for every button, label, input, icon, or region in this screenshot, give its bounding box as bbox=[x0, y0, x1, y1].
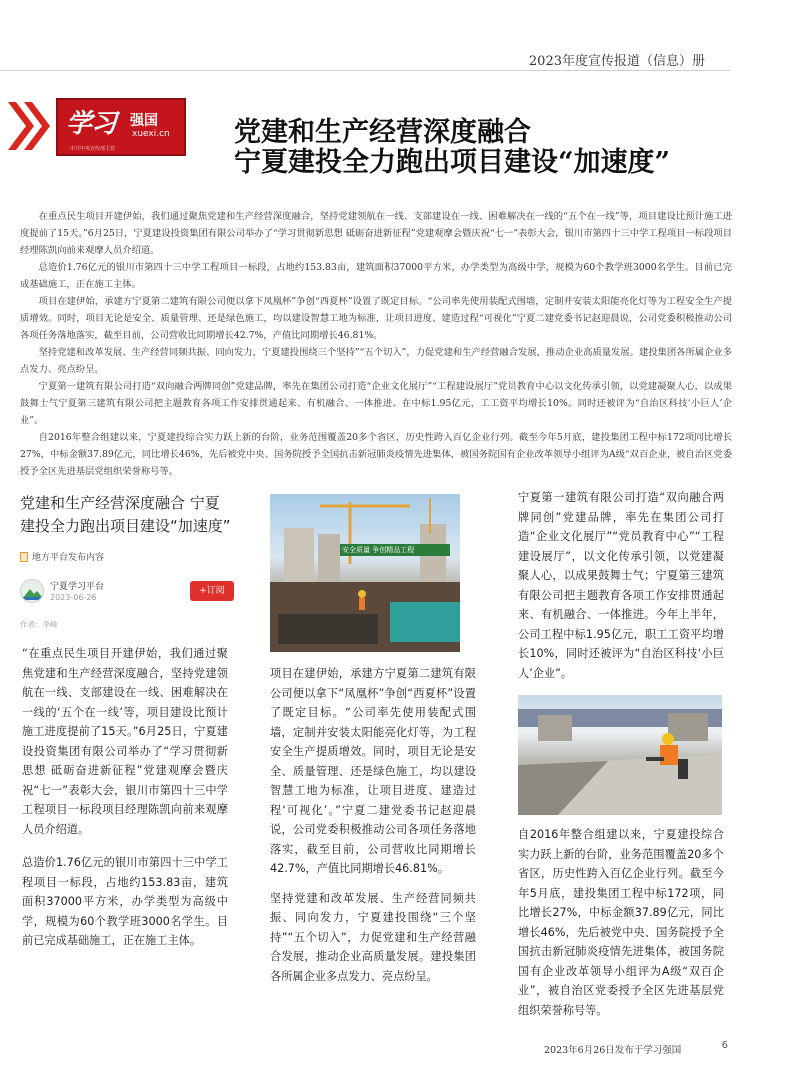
worker-leveling-photo bbox=[518, 695, 722, 815]
intro-paragraph: 总造价1.76亿元的银川市第四十三中学工程项目一标段，占地约153.83亩，建筑面积37000平方米，办学类型为高级中学，规模为60个教学班3000名学生。目前已完成基础施工，正在施工主体。 bbox=[20, 262, 732, 290]
intro-paragraph: 宁夏第一建筑有限公司打造“双向融合两牌同创”党建品牌，率先在集团公司打造“企业文化展厅”“工程建设展厅”党员教育中心以文化传承引领，以党建凝聚人心，以成果鼓舞士气宁夏第三建筑有限公司把主题教育各项工作安排贯通起来、有机融合、一体推进。在中标1.95亿元，工工资平均增长10%。同时还被评为“自治区科技‘小巨人’企业”。 bbox=[20, 381, 732, 426]
author-name[interactable]: 宁夏学习平台 bbox=[50, 582, 105, 592]
xuexi-qiangguo-logo bbox=[56, 98, 186, 156]
author-row bbox=[20, 577, 238, 607]
header-rule bbox=[0, 70, 730, 71]
article-screenshot-left bbox=[8, 478, 238, 1078]
mountain-icon bbox=[21, 580, 44, 603]
article-title: 党建和生产经营深度融合 宁夏建投全力跑出项目建设“加速度” bbox=[20, 494, 231, 535]
article-paragraph: “在重点民生项目开建伊始，我们通过聚焦党建和生产经营深度融合，坚持党建领航在一线、支部建设在一线、困难解决在一线的‘五个在一线’等，项目建设比预计施工进度提前了15天。”6月25日，宁夏建设投资集团有限公司举办了“学习贯彻新思想 砥砺奋进新征程”党建观摩会暨庆祝“七一”表彰大会，银川市第四十三中学工程项目一标段项目经理陈凯向前来观摩人员介绍道。 bbox=[22, 647, 228, 836]
logo-side-text: 强国 bbox=[130, 113, 158, 129]
headline bbox=[234, 118, 670, 178]
article-screenshot-middle bbox=[260, 478, 484, 1038]
avatar[interactable] bbox=[20, 579, 44, 603]
running-header: 2023年度宣传报道（信息）册 bbox=[528, 54, 705, 69]
intro-paragraph: 自2016年整合组建以来，宁夏建投综合实力跃上新的台阶，业务范围覆盖20多个省区，历史性跨入百亿企业行列。截至今年5月底，建投集团工程中标172项同比增长27%，中标金额37.89亿元，同比增长46%，先后被党中央、国务院授予全国抗击新冠肺炎疫情先进集体，被国务院国有企业改革领导小组评为A级“双百企业，被自治区党委授予全区先进基层党组织荣誉称号等。 bbox=[20, 432, 732, 477]
article-paragraph: 坚持党建和改革发展、生产经营同频共振、同向发力，宁夏建投围绕“三个坚持”“五个切入”，力促党建和生产经营融合发展，推动企业高质量发展。建投集团各所属企业多点发力、亮点纷呈。 bbox=[270, 891, 476, 983]
publish-note: 2023年6月26日发布于学习强国 bbox=[544, 1045, 682, 1056]
article-paragraph: 总造价1.76亿元的银川市第四十三中学工程项目一标段，占地约153.83亩，建筑面积37000平方米，办学类型为高级中学，规模为60个教学班3000名学生。目前已完成基础施工，正在施工主体。 bbox=[22, 856, 228, 947]
article-screenshot-right bbox=[508, 478, 736, 1056]
left-column-text bbox=[22, 644, 228, 951]
logo-url: xuexi.cn bbox=[132, 129, 170, 139]
intro-paragraph: 在重点民生项目开建伊始，我们通过聚焦党建和生产经营深度融合，坚持党建领航在一线、支部建设在一线、困难解决在一线的“五个在一线”等，项目建设比预计施工进度提前了15天。”6月25日，宁夏建设投资集团有限公司举办了“学习贯彻新思想 砥砺奋进新征程”党建观摩会暨庆祝“七一”表彰大会，银川市第四十三中学工程项目一标段项目经理陈凯向前来观摩人员介绍道。 bbox=[20, 211, 732, 256]
document-icon bbox=[20, 552, 28, 562]
logo-caption: 中共中央宣传部主管 bbox=[70, 146, 116, 152]
page-number: 6 bbox=[721, 1040, 728, 1051]
article-paragraph: 项目在建伊始，承建方宁夏第二建筑有限公司便以拿下“凤凰杯”争创“西夏杯”设置了既定目标。“公司率先使用装配式围墙，定制并安装太阳能亮化灯等，为工程安全生产提质增效。同时，项目无论是安全、质量管理、还是绿色施工，均以建设智慧工地为标准，让项目进度、建造过程‘可视化’。”宁夏二建党委书记赵迎晨说，公司党委积极推动公司各项任务落地落实，截至目前，公司营收比同期增长42.7%，产值比同期增长46.81%。 bbox=[270, 667, 476, 875]
intro-paragraph: 坚持党建和改革发展、生产经营同频共振、同向发力，宁夏建投围绕三个坚持”“五个切入”，力促党建和生产经营融合发展，推动企业高质量发展。建投集团各所属企业多点发力、亮点纷呈。 bbox=[20, 347, 732, 375]
right-column-text-bottom: 自2016年整合组建以来，宁夏建投综合实力跃上新的台阶，业务范围覆盖20多个省区，历史性跨入百亿企业行列。截至今年5月底，建投集团工程中标172项，同比增长27%，中标金额37.89亿元，同比增长46%，先后被党中央、国务院授予全国抗击新冠肺炎疫情先进集体，被国务院国有企业改革领导小组评为A级“双百企业”，被自治区党委授予全区先进基层党组织荣誉称号等。 bbox=[518, 828, 724, 1017]
logo-main-text: 学习 bbox=[66, 109, 117, 139]
construction-site-illustration bbox=[270, 494, 460, 652]
chevron-arrows-icon bbox=[4, 98, 60, 154]
source-row bbox=[20, 550, 238, 563]
site-banner-text: 安全质量 争创精品工程 bbox=[342, 546, 415, 554]
intro-text bbox=[20, 208, 732, 480]
source-label: 地方平台发布内容 bbox=[32, 553, 105, 563]
worker-illustration bbox=[518, 695, 722, 815]
right-column-text-top: 宁夏第一建筑有限公司打造“双向融合两牌同创”党建品牌，率先在集团公司打造“企业文化展厅”“党员教育中心”“工程建设展厅”，以文化传承引领，以党建凝聚人心，以成果鼓舞士气；宁夏第三建筑有限公司把主题教育各项工作安排贯通起来、有机融合、一体推进。今年上半年，公司工程中标1.95亿元，职工工资平均增长10%，同时还被评为“自治区科技‘小巨人’企业”。 bbox=[518, 491, 724, 680]
construction-site-photo bbox=[270, 494, 460, 652]
publish-date: 2023-06-26 bbox=[50, 593, 97, 602]
headline-line-1: 党建和生产经营深度融合 bbox=[234, 117, 531, 148]
headline-line-2: 宁夏建投全力跑出项目建设“加速度” bbox=[234, 147, 671, 178]
middle-column-text bbox=[270, 664, 476, 986]
subscribe-button[interactable]: +订阅 bbox=[190, 581, 234, 601]
intro-paragraph: 项目在建伊始，承建方宁夏第二建筑有限公司便以拿下凤凰杯”争创“西夏杯”设置了既定目标。“公司率先使用装配式围墙，定制并安装太阳能亮化灯等为工程安全生产提质增效。同时，项目无论是安全、质量管理、还是绿色施工，均以建设智慧工地为标准，让项目进度、建造过程“可视化”宁夏二建党委书记赵迎晨说，公司党委积极推动公司各项任务落地落实，截至目前，公司营收比同期增长42.7%，产值比同期增长46.81%。 bbox=[20, 296, 732, 341]
byline: 作者：李峰 bbox=[20, 620, 58, 629]
